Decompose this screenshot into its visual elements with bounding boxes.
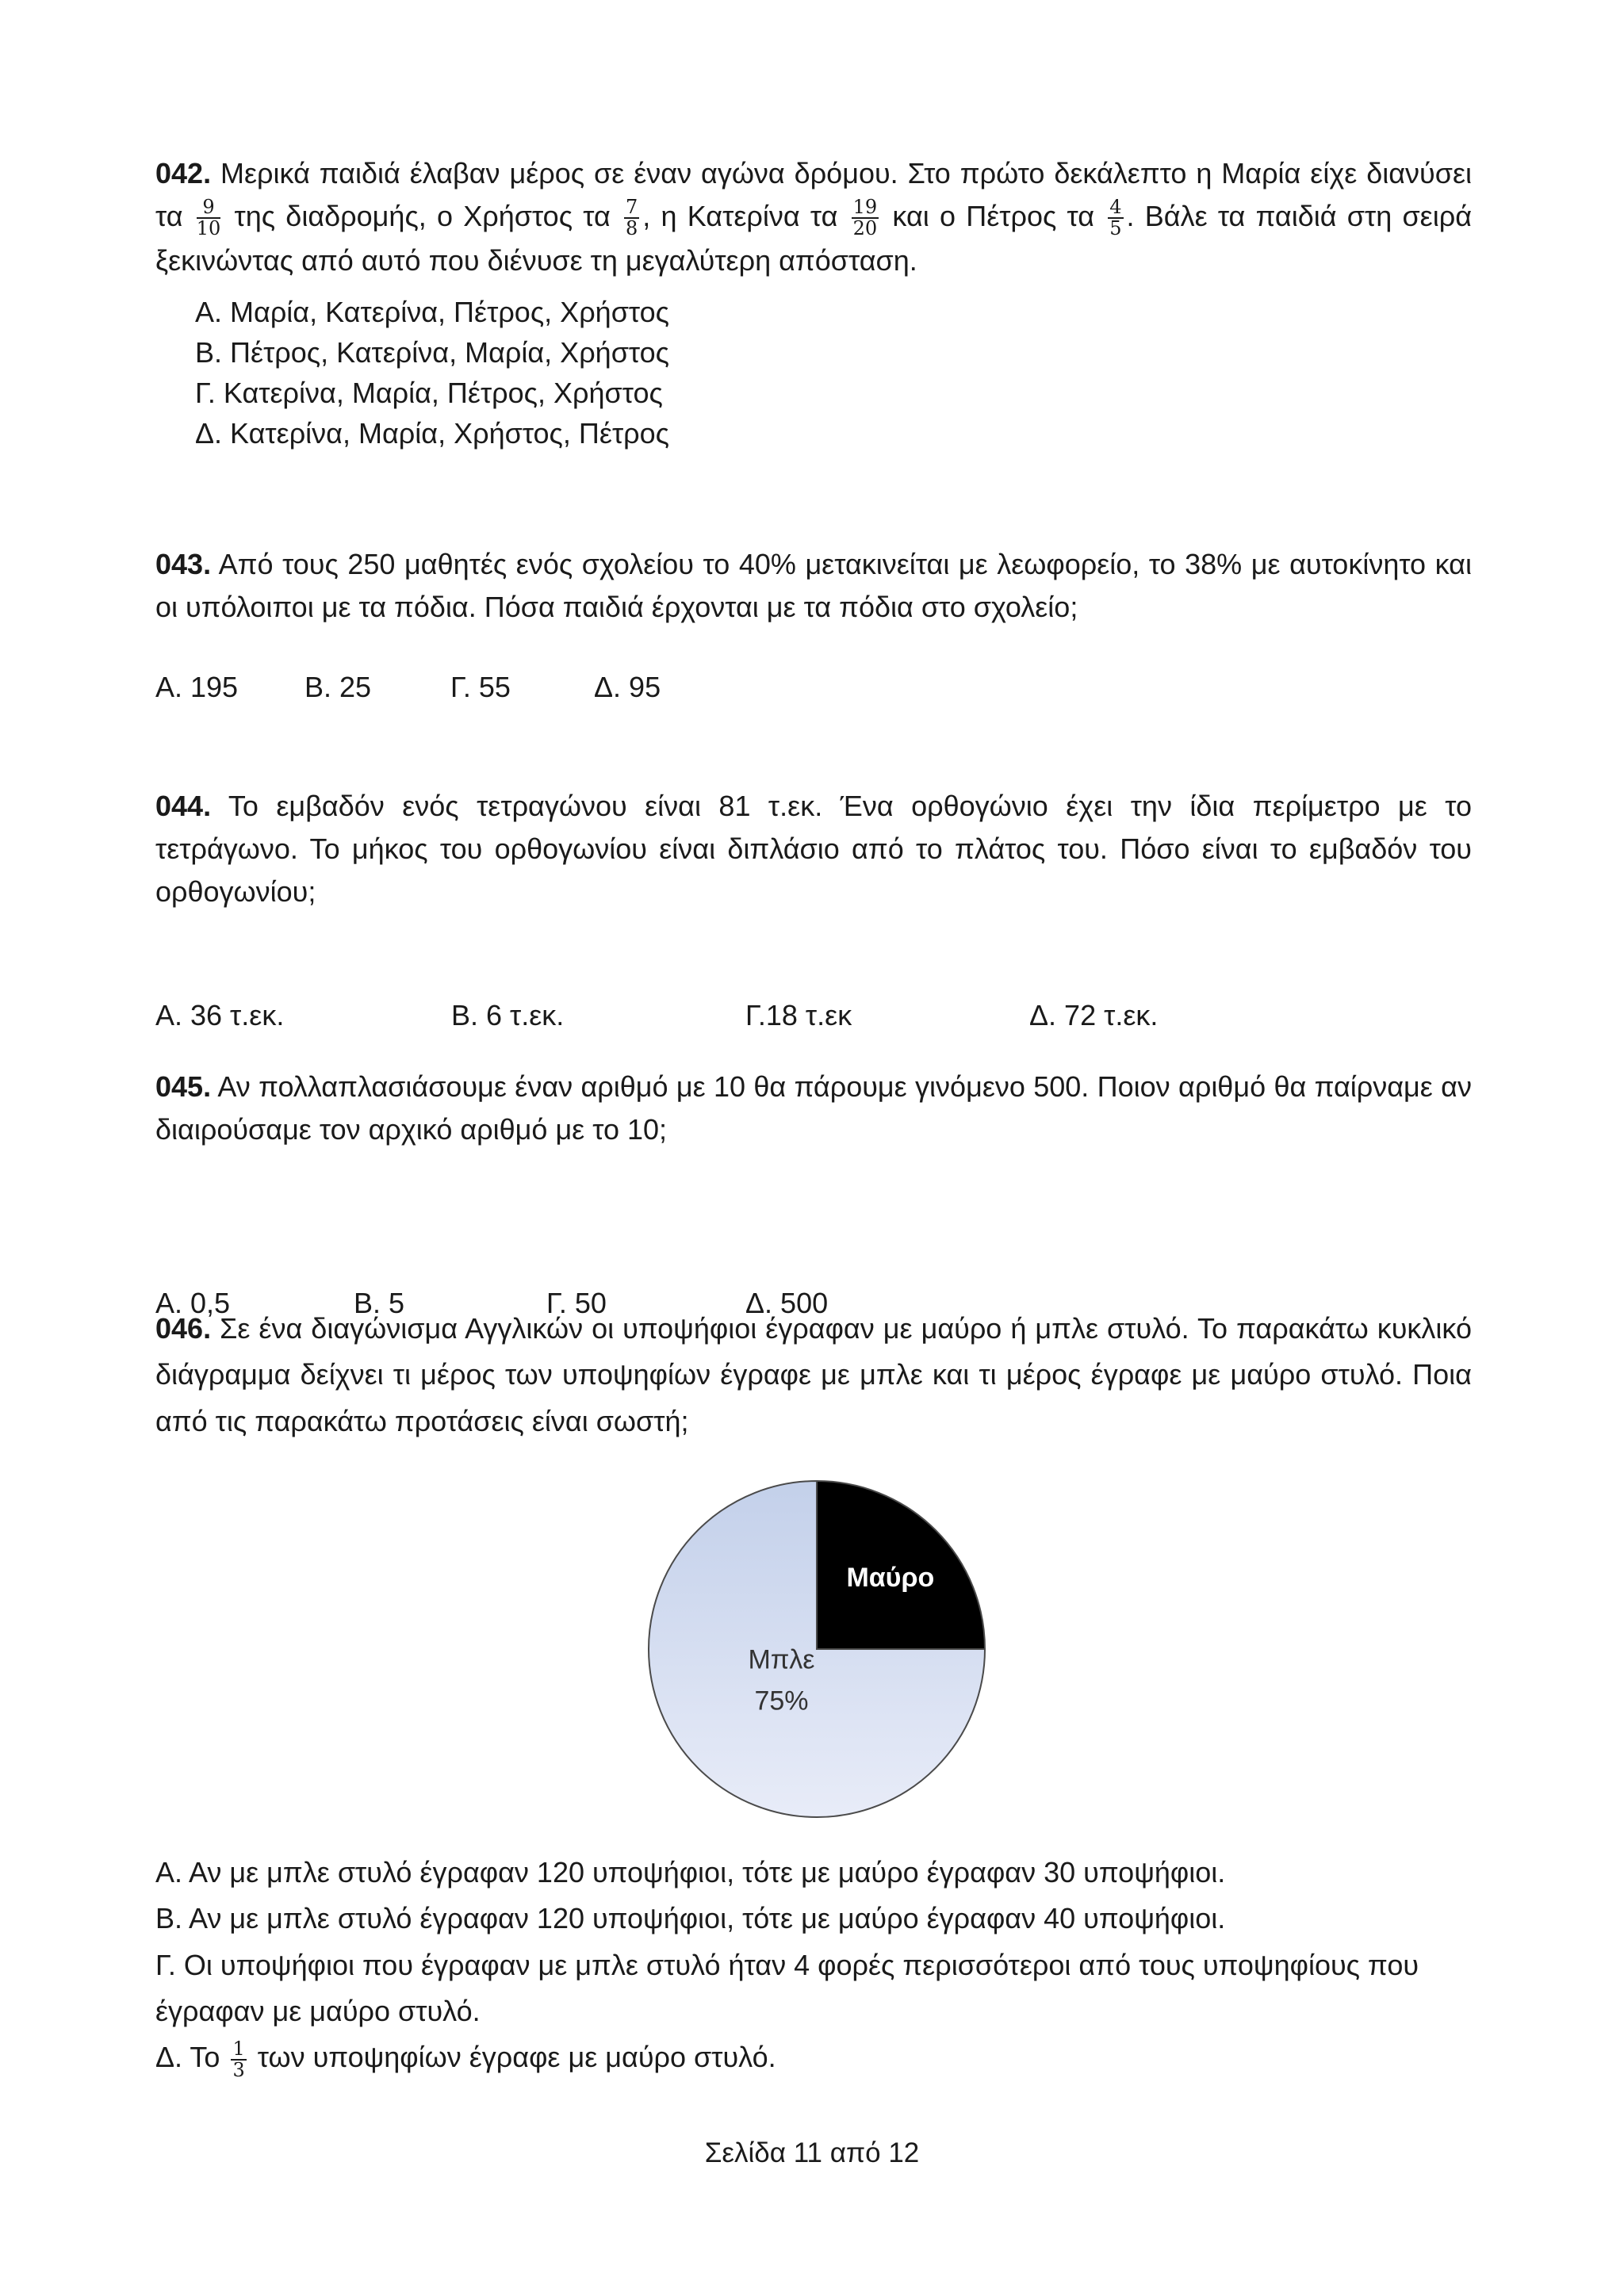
option-c: Γ. Κατερίνα, Μαρία, Πέτρος, Χρήστος	[195, 376, 663, 409]
pie-label-blue: Μπλε	[748, 1644, 815, 1675]
option-d: Δ. Κατερίνα, Μαρία, Χρήστος, Πέτρος	[195, 417, 670, 450]
question-number: 045.	[155, 1070, 212, 1103]
fraction: $\frac{1}{3}$	[232, 2037, 245, 2081]
option-a: Α. Μαρία, Κατερίνα, Πέτρος, Χρήστος	[195, 295, 669, 328]
question-043	[155, 543, 1472, 629]
option-d: Δ. 95	[594, 671, 661, 703]
question-044-text: 044. Το εμβαδόν ενός τετραγώνου είναι 81 τ.εκ. Ένα ορθογώνιο έχει την ίδια περίμετρο με το τετράγωνο. Το μήκος του ορθογωνίου είναι διπλάσιο από το πλάτος του. Πόσο είναι το εμβαδόν του ορθογωνίου;	[155, 790, 1472, 908]
option-a: Α. Αν με μπλε στυλό έγραφαν 120 υποψήφιοι, τότε με μαύρο έγραφαν 30 υποψήφιοι.	[155, 1856, 1226, 1888]
option-b: Β. Αν με μπλε στυλό έγραφαν 120 υποψήφιοι, τότε με μαύρο έγραφαν 40 υποψήφιοι.	[155, 1902, 1226, 1935]
option-c: Γ. Οι υποψήφιοι που έγραφαν με μπλε στυλό ήταν 4 φορές περισσότεροι από τους υποψηφίους που έγραφαν με μαύρο στυλό.	[155, 1948, 1419, 2027]
pie-chart	[634, 1467, 999, 1831]
option-d: Δ. 72 τ.εκ.	[1029, 999, 1159, 1031]
answer-options	[195, 292, 1472, 453]
option-a: Α. 0,5	[155, 1287, 231, 1319]
question-044	[155, 785, 1472, 913]
option-c: Γ.18 τ.εκ	[745, 999, 852, 1031]
fraction: $\frac{7}{8}$	[626, 196, 638, 240]
question-046	[155, 1306, 1472, 1445]
fraction: $\frac{9}{10}$	[196, 196, 221, 240]
question-number: 046.	[155, 1312, 212, 1345]
question-046-text: 046. Σε ένα διαγώνισμα Αγγλικών οι υποψήφιοι έγραφαν με μαύρο ή μπλε στυλό. Το παρακάτω κυκλικό διάγραμμα δείχνει τι μέρος των υποψηφίων έγραφε με μπλε και τι μέρος έγραφε με μαύρο στυλό. Ποια από τις παρακάτω προτάσεις είναι σωστή;	[155, 1312, 1472, 1437]
question-042-text: 042. Μερικά παιδιά έλαβαν μέρος σε έναν αγώνα δρόμου. Στο πρώτο δεκάλεπτο η Μαρία είχε διανύσει τα $\frac{9}{10}$ της διαδρομής, ο Χρήστος τα $\frac{7}{8}$ , η Κατερίνα τα $\frac{19}{20}$ και ο Πέτρος τα $\frac{4}{5}$ . Βάλε τα παιδιά στη σειρά ξεκινώντας από αυτό που διένυσε τη μεγαλύτερη απόσταση.	[155, 157, 1473, 277]
option-d: Δ. 500	[745, 1287, 829, 1319]
page-footer: Σελίδα 11 από 12	[704, 2137, 920, 2168]
option-c: Γ. 55	[450, 671, 511, 703]
pie-value-label: 75%	[754, 1686, 809, 1716]
fraction: $\frac{4}{5}$	[1109, 196, 1122, 240]
option-b: Β. 5	[354, 1287, 405, 1319]
answer-options	[155, 1850, 1472, 2081]
option-b: Β. Πέτρος, Κατερίνα, Μαρία, Χρήστος	[195, 335, 669, 369]
question-042	[155, 152, 1472, 453]
option-b: Β. 6 τ.εκ.	[451, 999, 565, 1031]
option-a: Α. 195	[155, 671, 239, 703]
question-number: 042.	[155, 157, 212, 189]
option-a: Α. 36 τ.εκ.	[155, 999, 285, 1031]
option-c: Γ. 50	[546, 1287, 607, 1319]
question-043-text: 043. Από τους 250 μαθητές ενός σχολείου το 40% μετακινείται με λεωφορείο, το 38% με αυτοκίνητο και οι υπόλοιποι με τα πόδια. Πόσα παιδιά έρχονται με τα πόδια στο σχολείο;	[155, 548, 1472, 623]
answer-options	[155, 666, 1472, 714]
fraction: $\frac{19}{20}$	[852, 196, 878, 240]
question-045	[155, 1066, 1472, 1151]
answer-options	[155, 994, 1472, 1042]
option-d: Δ. Το $\frac{1}{3}$ των υποψηφίων έγραφε με μαύρο στυλό.	[155, 2037, 776, 2081]
pie-label-black: Μαύρο	[846, 1563, 935, 1594]
question-number: 043.	[155, 548, 212, 580]
option-b: Β. 25	[304, 671, 372, 703]
question-045-text: 045. Αν πολλαπλασιάσουμε έναν αριθμό με 10 θα πάρουμε γινόμενο 500. Ποιον αριθμό θα παίρναμε αν διαιρούσαμε τον αρχικό αριθμό με το 10;	[155, 1070, 1472, 1146]
question-number: 044.	[155, 790, 212, 822]
